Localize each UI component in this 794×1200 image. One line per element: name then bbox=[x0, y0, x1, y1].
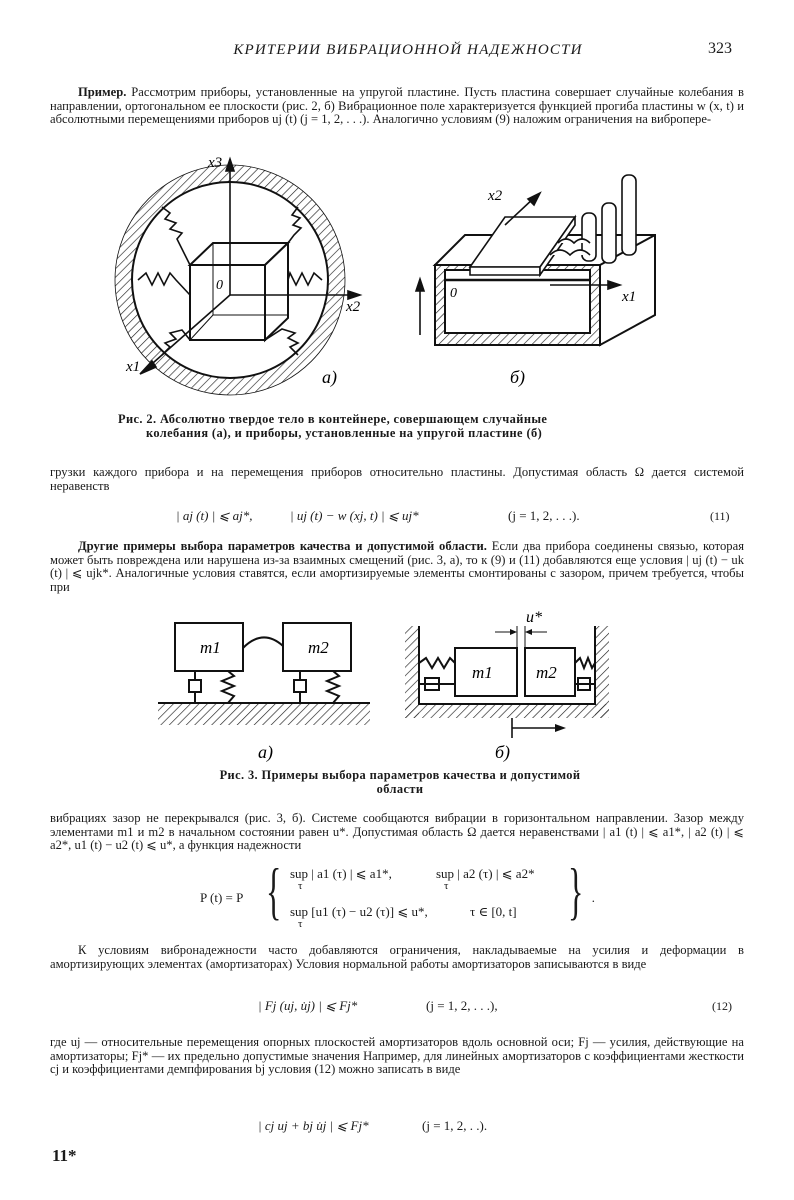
axis-x1-label-b: x1 bbox=[622, 289, 637, 305]
equation-12-number: (12) bbox=[712, 999, 732, 1013]
paragraph-definitions: где uj — относительные перемещения опорных плоскостей амортизаторов вдоль основной оси; Fj — усилия, действующие на амортизаторы; Fj* — их предельно допустимые значения Например, для линейных амортизаторов с коэффициентами жесткости cj и коэффициентами демпфирования bj условия (12) можно записать в виде bbox=[50, 1035, 744, 1077]
axis-x3-label: x3 bbox=[208, 155, 223, 171]
equation-11-range: (j = 1, 2, . . .). bbox=[508, 508, 580, 523]
mass-m1-label-b: m1 bbox=[472, 663, 493, 682]
equation-11-part2: | uj (t) − w (xj, t) | ⩽ uj* bbox=[290, 508, 419, 523]
paragraph-gap-example: вибрациях зазор не перекрывался (рис. 3, б). Системе сообщаются вибрации в горизонтальном направлении. Зазор между элементами m1 и m2 в начальном состоянии равен u*. Допустимая область Ω дается неравенствами | a1 (t) | ⩽ a1*, | a2 (t) | ⩽ a2*, u1 (t) − u2 (t) ⩽ u*, а функция надежности bbox=[50, 811, 744, 853]
figure-2-caption-line2: колебания (а), и приборы, установленные на упругой пластине (б) bbox=[146, 426, 543, 440]
reliability-tail: . bbox=[592, 890, 596, 905]
equation-12-formula: | Fj (uj, u̇j) | ⩽ Fj* bbox=[258, 998, 358, 1013]
figure-2 bbox=[110, 155, 670, 405]
reliability-row1-sub-a: τ bbox=[298, 880, 303, 892]
reliability-row1-b: sup | a2 (τ) | ⩽ a2* bbox=[436, 866, 535, 881]
paragraph-lead: Пример. bbox=[78, 85, 127, 99]
figure-2a-cube bbox=[190, 243, 288, 340]
paragraph-intro bbox=[50, 86, 744, 127]
equation-13-range: (j = 1, 2, . .). bbox=[422, 1118, 488, 1133]
reliability-row1-a: sup | a1 (τ) | ⩽ a1*, bbox=[290, 866, 392, 881]
figure-3-caption-line1: Рис. 3. Примеры выбора параметров качества и допустимой bbox=[219, 768, 581, 782]
equation-13-formula: | cj uj + bj u̇j | ⩽ Fj* bbox=[258, 1118, 369, 1133]
figure-3-caption bbox=[160, 768, 640, 796]
figure-3a-label: а) bbox=[258, 742, 273, 762]
equation-11-part1: | aj (t) | ⩽ aj*, bbox=[176, 508, 253, 523]
paragraph-text: Рассмотрим приборы, установленные на упругой пластине. Пусть пластина совершает случайные колебания в направлении, ортогональном ее плоскости (рис. 2, б) Вибрационное поле характеризуется функцией прогиба пластины w (x, t) и абсолютными перемещениями приборов uj (t) (j = 1, 2, . . .). Аналогично условиям (9) наложим ограничения на вибропере- bbox=[50, 85, 745, 127]
origin-label-a: 0 bbox=[216, 278, 223, 293]
equation-11-number: (11) bbox=[710, 509, 730, 523]
left-brace: { bbox=[266, 855, 282, 926]
reliability-row2-sub: τ bbox=[298, 918, 303, 930]
figure-2-caption bbox=[118, 412, 718, 440]
paragraph-text: Если два прибора соединены связью, которая может быть повреждена или нарушена из-за взаимных смещений (рис. 3, а), то к (9) и (11) добавляются еще условия | uj (t) − uk (t) | ⩽ ujk*. Аналогичные условия ставятся, если амортизируемые элементы смонтированы с зазором, причем требуется, чтобы при bbox=[50, 539, 744, 594]
equation-12-range: (j = 1, 2, . . .), bbox=[426, 998, 498, 1013]
figure-3b bbox=[405, 626, 609, 738]
printer-signature: 11* bbox=[52, 1146, 77, 1165]
mass-m1-label-a: m1 bbox=[200, 638, 221, 657]
axis-x2-label-a: x2 bbox=[346, 299, 361, 315]
figure-2-caption-line1: Рис. 2. Абсолютно твердое тело в контейнере, совершающем случайные bbox=[118, 412, 548, 426]
paragraph-lead: Другие примеры выбора параметров качества и допустимой области. bbox=[78, 539, 487, 553]
figure-2b-label: б) bbox=[510, 367, 526, 387]
reliability-row2-b: τ ∈ [0, t] bbox=[470, 904, 517, 919]
axis-x2-label-b: x2 bbox=[488, 188, 503, 204]
figure-3a bbox=[158, 623, 370, 725]
reliability-row2-a: sup [u1 (τ) − u2 (τ)] ⩽ u*, bbox=[290, 904, 428, 919]
paragraph-shock-absorbers: К условиям вибронадежности часто добавляются ограничения, накладываемые на усилия и деформации в амортизирующих элементах (амортизаторах) Условия нормальной работы амортизаторов записываются в виде bbox=[50, 943, 744, 971]
mass-m2-label-a: m2 bbox=[308, 638, 329, 657]
reliability-row1-sub-b: τ bbox=[444, 880, 449, 892]
figure-2a-label: а) bbox=[322, 367, 337, 387]
reliability-lhs: P (t) = P bbox=[200, 890, 244, 905]
paragraph-other-examples bbox=[50, 540, 744, 594]
running-header: КРИТЕРИИ ВИБРАЦИОННОЙ НАДЕЖНОСТИ bbox=[233, 42, 583, 58]
axis-x1-label-a: x1 bbox=[126, 359, 141, 375]
figure-3b-label: б) bbox=[495, 742, 511, 762]
right-brace: } bbox=[568, 855, 584, 926]
origin-label-b: 0 bbox=[450, 286, 457, 301]
paragraph-constraints: грузки каждого прибора и на перемещения приборов относительно пластины. Допустимая область Ω дается системой неравенств bbox=[50, 465, 744, 493]
reliability-function bbox=[200, 855, 620, 936]
figure-3 bbox=[150, 608, 630, 768]
page-number: 323 bbox=[708, 40, 732, 57]
mass-m2-label-b: m2 bbox=[536, 663, 557, 682]
gap-u-star-label: u* bbox=[526, 609, 542, 626]
figure-3-caption-line2: области bbox=[376, 782, 424, 796]
